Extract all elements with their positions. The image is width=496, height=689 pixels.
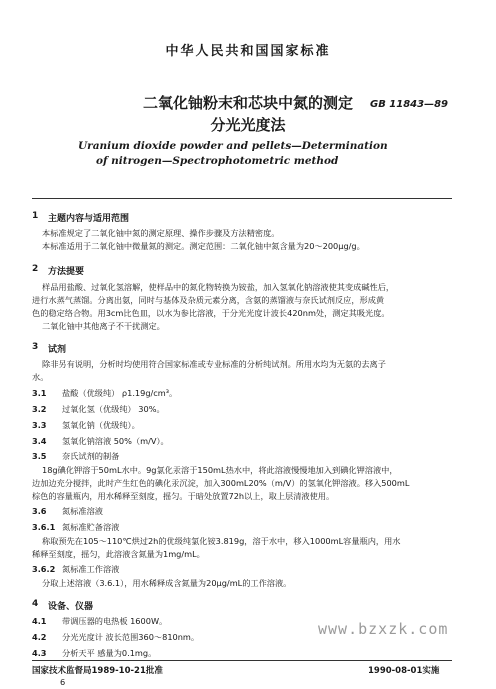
equipment-4-3: 分析天平 感量为0.1mg。 bbox=[62, 648, 157, 658]
section-1-title: 主题内容与适用范围 bbox=[48, 214, 130, 224]
reagent-3-6: 氮标准溶液 bbox=[62, 506, 103, 516]
section-3-line-2: 水。 bbox=[32, 372, 49, 382]
reagent-3-5-line-2: 边加边充分搅拌，此时产生红色的碘化汞沉淀，加入300mL20%（m/V）的氢氧化钾溶液。移入500mL bbox=[32, 478, 410, 488]
reagent-3-3-number: 3.3 bbox=[32, 420, 47, 430]
bottom-divider bbox=[32, 660, 452, 661]
section-4-number: 4 bbox=[32, 599, 39, 609]
reagent-3-6-1-line-2: 稀释至刻度，摇匀，此溶液含氮量为1mg/mL。 bbox=[32, 549, 205, 559]
section-2-title: 方法提要 bbox=[48, 267, 85, 277]
equipment-4-2-number: 4.2 bbox=[32, 632, 47, 642]
reagent-3-6-1-line-1: 称取预先在105～110℃烘过2h的优级纯氯化铵3.819g，溶于水中，移入1000mL容量瓶内，用水 bbox=[42, 536, 401, 546]
english-title-line1: Uranium dioxide powder and pellets—Determination bbox=[78, 140, 388, 152]
reagent-3-2: 过氧化氢（优级纯） 30%。 bbox=[62, 404, 165, 414]
reagent-3-1: 盐酸（优级纯） ρ1.19g/cm³。 bbox=[62, 388, 178, 398]
section-1-para-1: 本标准规定了二氧化铀中氮的测定原理、操作步骤及方法精密度。 bbox=[42, 228, 280, 238]
reagent-3-6-2-number: 3.6.2 bbox=[32, 564, 56, 574]
reagent-3-2-number: 3.2 bbox=[32, 404, 47, 414]
reagent-3-6-2: 氮标准工作溶液 bbox=[62, 564, 120, 574]
english-title-line2: of nitrogen—Spectrophotometric method bbox=[96, 155, 339, 167]
equipment-4-3-number: 4.3 bbox=[32, 648, 47, 658]
document-title-line2: 分光光度法 bbox=[210, 116, 286, 134]
implementation-date: 1990-08-01实施 bbox=[368, 666, 440, 676]
section-2-line-3: 色的稳定络合物。用3cm比色皿，以水为参比溶液，于分光光度计波长420nm处，测定其吸光度。 bbox=[32, 308, 390, 318]
section-4-title: 设备、仪器 bbox=[48, 602, 94, 612]
top-divider bbox=[32, 198, 452, 199]
gb-code: GB 11843—89 bbox=[370, 99, 449, 110]
reagent-3-6-number: 3.6 bbox=[32, 506, 47, 516]
reagent-3-5-number: 3.5 bbox=[32, 451, 47, 461]
reagent-3-4-number: 3.4 bbox=[32, 436, 47, 446]
section-3-title: 试剂 bbox=[48, 345, 67, 355]
reagent-3-4: 氢氧化钠溶液 50%（m/V）。 bbox=[62, 436, 169, 446]
reagent-3-1-number: 3.1 bbox=[32, 388, 47, 398]
reagent-3-5-line-3: 棕色的容量瓶内，用水稀释至刻度，摇匀。于暗处放置72h以上，取上层清液使用。 bbox=[32, 491, 335, 501]
reagent-3-6-1: 氮标准贮备溶液 bbox=[62, 522, 120, 532]
reagent-3-3: 氢氧化钠（优级纯）。 bbox=[62, 420, 140, 430]
reagent-3-5-line-1: 18g碘化钾溶于50mL水中。9g氯化汞溶于150mL热水中，将此溶液慢慢地加入到碘化钾溶液中， bbox=[42, 465, 398, 475]
reagent-3-6-2-line-1: 分取上述溶液（3.6.1），用水稀释成含氮量为20μg/mL的工作溶液。 bbox=[42, 578, 292, 588]
section-2-line-2: 进行水蒸气蒸馏。分离出氨，同时与基体及杂质元素分离，含氨的蒸馏液与奈氏试剂反应，形成黄 bbox=[32, 295, 385, 305]
section-3-line-1: 除非另有说明，分析时均使用符合国家标准或专业标准的分析纯试剂。所用水均为无氨的去离子 bbox=[42, 359, 386, 369]
watermark-url: www.bzxzk.com bbox=[318, 620, 449, 638]
equipment-4-1-number: 4.1 bbox=[32, 616, 47, 626]
section-2-line-4: 二氧化铀中其他离子不干扰测定。 bbox=[42, 321, 165, 331]
standard-body-header: 中华人民共和国国家标准 bbox=[165, 44, 331, 59]
section-1-number: 1 bbox=[32, 211, 39, 221]
section-2-number: 2 bbox=[32, 264, 39, 274]
equipment-4-2: 分光光度计 波长范围360～810nm。 bbox=[62, 632, 200, 642]
section-1-para-2: 本标准适用于二氧化铀中微量氮的测定。测定范围：二氧化铀中氮含量为20～200μg/g。 bbox=[42, 241, 365, 251]
section-2-line-1: 样品用盐酸、过氧化氢溶解，使样品中的氮化物转换为铵盐，加入氢氧化钠溶液使其变成碱性后， bbox=[42, 282, 395, 292]
page-number: 6 bbox=[60, 677, 66, 687]
reagent-3-5: 奈氏试剂的制备 bbox=[62, 451, 120, 461]
equipment-4-1: 带调压器的电热板 1600W。 bbox=[62, 616, 168, 626]
section-3-number: 3 bbox=[32, 342, 39, 352]
reagent-3-6-1-number: 3.6.1 bbox=[32, 522, 56, 532]
approval-date: 国家技术监督局1989-10-21批准 bbox=[32, 666, 163, 676]
document-title-line1: 二氧化铀粉末和芯块中氮的测定 bbox=[142, 94, 353, 112]
